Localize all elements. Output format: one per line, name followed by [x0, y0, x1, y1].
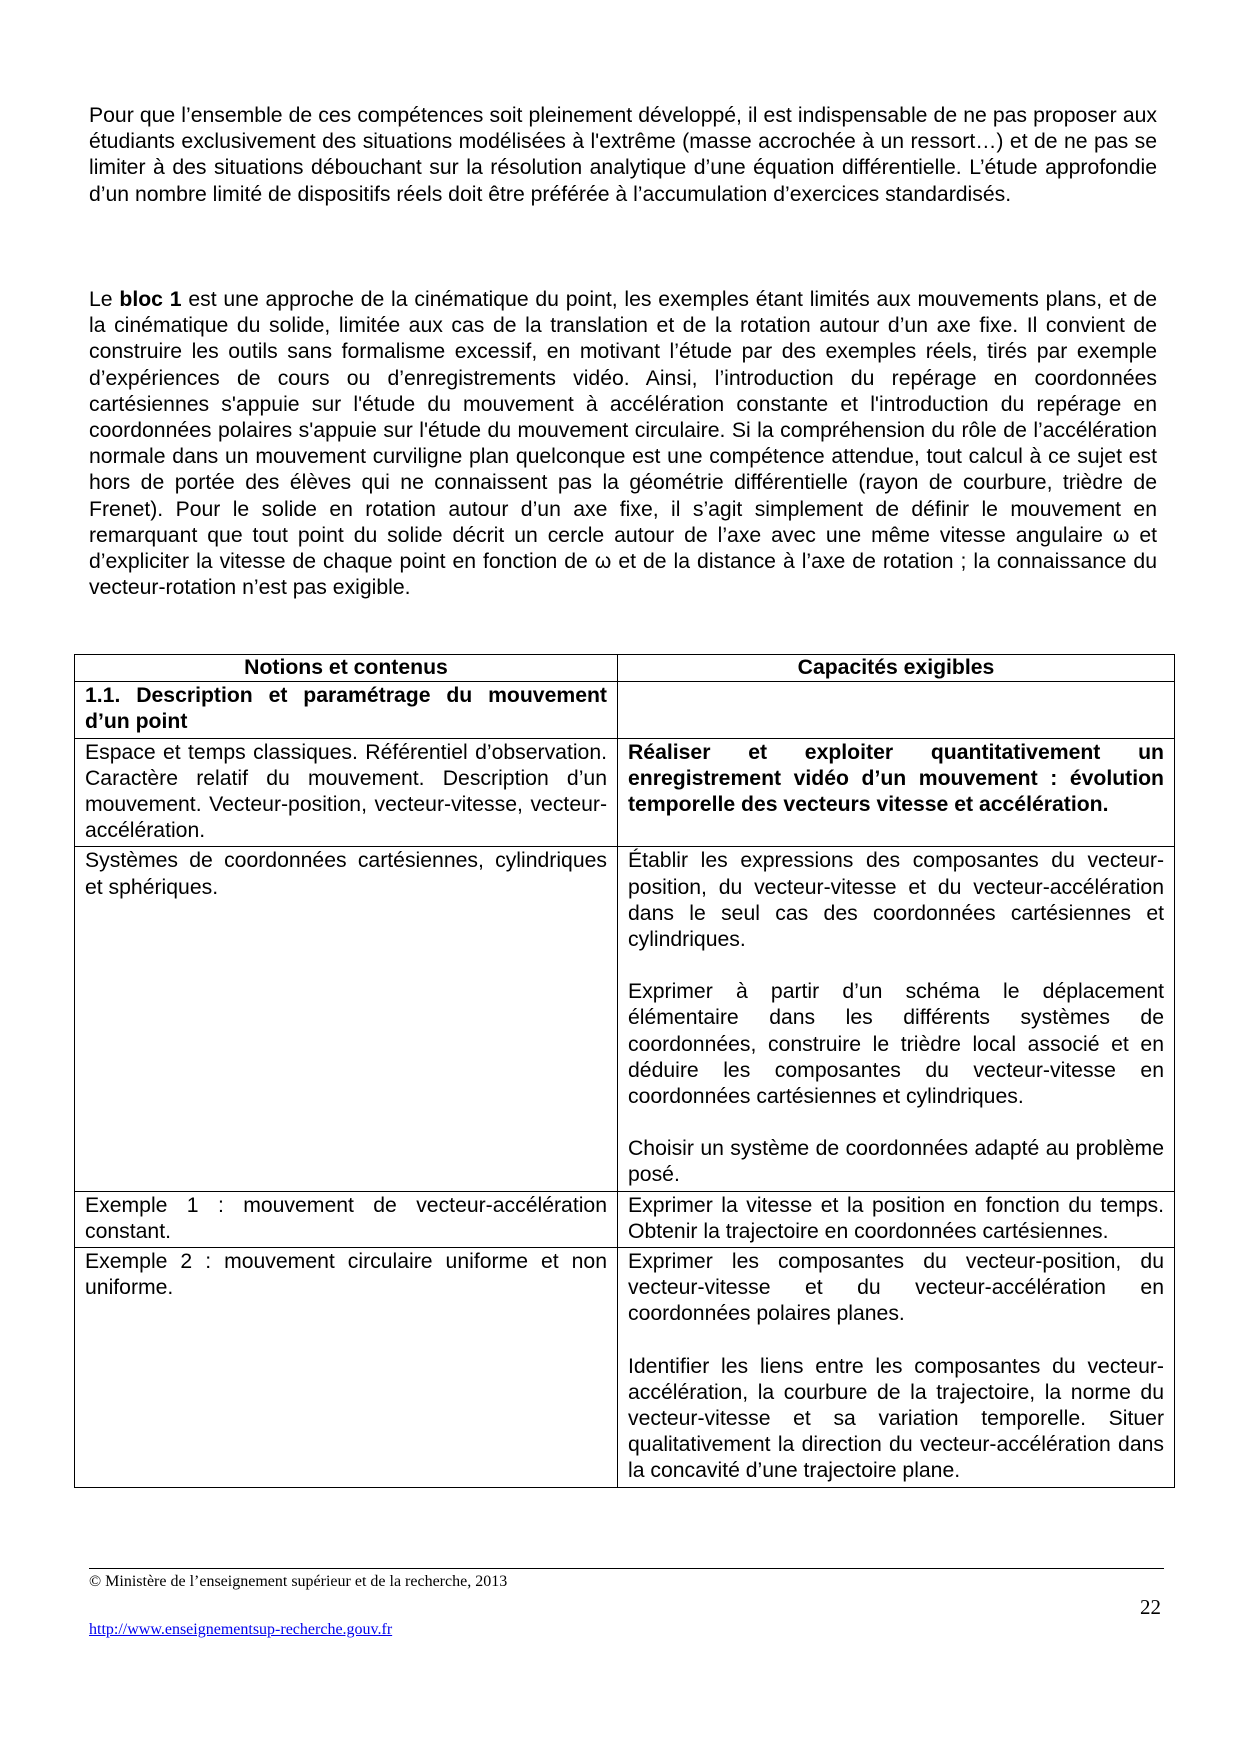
capacite-text: Exprimer la vitesse et la position en fonction du temps. Obtenir la trajectoire en coordonnées cartésiennes. [628, 1193, 1164, 1243]
table-row [75, 738, 1175, 847]
program-table [74, 654, 1175, 1488]
notion-cell: Espace et temps classiques. Référentiel d’observation. Caractère relatif du mouvement. Description d’un mouvement. Vecteur-position, vecteur-vitesse, vecteur-accélération. [75, 738, 618, 847]
capacite-cell [618, 1248, 1175, 1488]
header-notions: Notions et contenus [75, 655, 618, 682]
notion-cell: Systèmes de coordonnées cartésiennes, cylindriques et sphériques. [75, 847, 618, 1191]
footer-divider [89, 1568, 1164, 1569]
table-row [75, 1248, 1175, 1488]
capacite-text: Exprimer les composantes du vecteur-position, du vecteur-vitesse et du vecteur-accélération en coordonnées polaires planes. [628, 1250, 1164, 1326]
capacite-cell [618, 1191, 1175, 1247]
bloc-paragraph-lead: Le [89, 288, 120, 311]
capacite-text: Identifier les liens entre les composantes du vecteur-accélération, la courbure de la trajectoire, la norme du vecteur-vitesse et sa variation temporelle. Situer qualitativement la direction du vecteur-accélération dans la concavité d’une trajectoire plane. [628, 1354, 1164, 1483]
capacite-text: Choisir un système de coordonnées adapté au problème posé. [628, 1137, 1164, 1187]
capacite-text: Établir les expressions des composantes du vecteur-position, du vecteur-vitesse et du vecteur-accélération dans le seul cas des coordonnées cartésiennes et cylindriques. [628, 849, 1164, 952]
table-row [75, 847, 1175, 1191]
section-row [75, 682, 1175, 738]
capacite-text: Exprimer à partir d’un schéma le déplacement élémentaire dans les différents systèmes de coordonnées, construire le trièdre local associé et en déduire les composantes du vecteur-vitesse en coordonnées cartésiennes et cylindriques. [628, 980, 1164, 1109]
section-title: 1.1. Description et paramétrage du mouvement d’un point [75, 682, 618, 738]
capacite-text: Réaliser et exploiter quantitativement un enregistrement vidéo d’un mouvement : évolution temporelle des vecteurs vitesse et accélération. [628, 740, 1164, 817]
section-empty-cell [618, 682, 1175, 738]
bloc-paragraph-rest: est une approche de la cinématique du point, les exemples étant limités aux mouvements plans, et de la cinématique du solide, limitée aux cas de la translation et de la rotation autour d’un axe fixe. Il convient de construire les outils sans formalisme excessif, en motivant l’étude par des exemples réels, tirés par exemple d’expériences de cours ou d’enregistrements vidéo. Ainsi, l’introduction du repérage en coordonnées cartésiennes s'appuie sur l'étude du mouvement à accélération constante et l'introduction du repérage en coordonnées polaires s'appuie sur l'étude du mouvement circulaire. Si la compréhension du rôle de l’accélération normale dans un mouvement curviligne plan quelconque est une compétence attendue, tout calcul à ce sujet est hors de portée des élèves qui ne connaissent pas la géométrie différentielle (rayon de courbure, trièdre de Frenet). Pour le solide en rotation autour d’un axe fixe, il s’agit simplement de définir le mouvement en remarquant que tout point du solide décrit un cercle autour de l’axe avec une même vitesse angulaire ω et d’expliciter la vitesse de chaque point en fonction de ω et de la distance à l’axe de rotation ; la connaissance du vecteur-rotation n’est pas exigible. [89, 288, 1157, 600]
header-capacites: Capacités exigibles [618, 655, 1175, 682]
footer-url-link[interactable]: http://www.enseignementsup-recherche.gouv.fr [89, 1621, 393, 1638]
table-header-row [75, 655, 1175, 682]
bloc-paragraph-bold: bloc 1 [119, 288, 182, 311]
bloc-paragraph [89, 287, 1157, 601]
table-row [75, 1191, 1175, 1247]
notion-cell: Exemple 2 : mouvement circulaire uniforme et non uniforme. [75, 1248, 618, 1488]
notion-cell: Exemple 1 : mouvement de vecteur-accélération constant. [75, 1191, 618, 1247]
page-number: 22 [1140, 1595, 1161, 1619]
footer-copyright: © Ministère de l’enseignement supérieur et de la recherche, 2013 [89, 1573, 508, 1590]
capacite-cell [618, 738, 1175, 847]
intro-paragraph: Pour que l’ensemble de ces compétences soit pleinement développé, il est indispensable de ne pas proposer aux étudiants exclusivement des situations modélisées à l'extrême (masse accrochée à un ressort…) et de ne pas se limiter à des situations débouchant sur la résolution analytique d’une équation différentielle. L’étude approfondie d’un nombre limité de dispositifs réels doit être préférée à l’accumulation d’exercices standardisés. [89, 104, 1157, 206]
capacite-cell [618, 847, 1175, 1191]
